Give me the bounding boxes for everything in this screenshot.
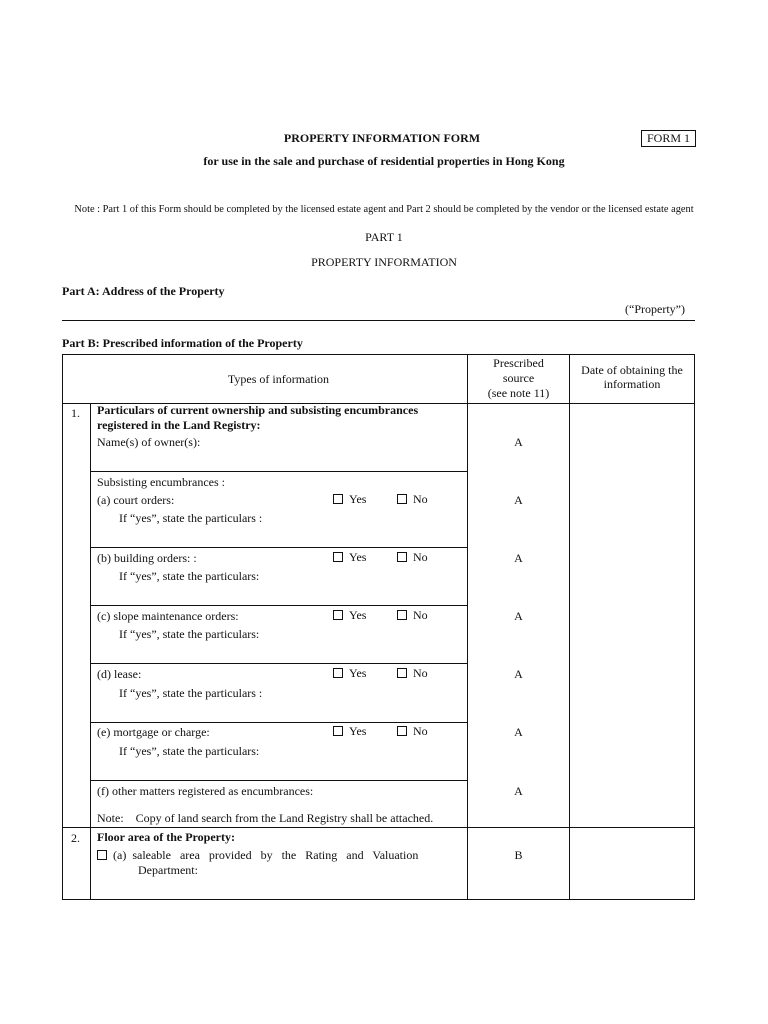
form-title: PROPERTY INFORMATION FORM — [283, 131, 481, 145]
court-orders-no[interactable] — [397, 492, 428, 507]
table-border-left — [62, 354, 63, 900]
slope-orders-source: A — [514, 609, 523, 623]
other-matters-source: A — [514, 784, 523, 798]
row-sep — [90, 547, 467, 548]
owners-source: A — [514, 435, 523, 449]
slope-orders-label: (c) slope maintenance orders: — [97, 609, 239, 623]
no-label: No — [413, 492, 428, 506]
col-header-source — [468, 355, 569, 402]
part-label: PART 1 — [365, 230, 403, 244]
saleable-area-label-cont: Department: — [138, 863, 198, 877]
yes-label: Yes — [349, 608, 367, 622]
court-orders-yes[interactable] — [333, 492, 366, 507]
col-header-source-line: Prescribed — [493, 356, 544, 370]
court-orders-label: (a) court orders: — [97, 493, 175, 507]
no-label: No — [413, 666, 428, 680]
checkbox-icon[interactable] — [333, 726, 343, 736]
item-sep — [62, 827, 695, 828]
slope-orders-sub: If “yes”, state the particulars: — [119, 627, 260, 641]
yes-label: Yes — [349, 550, 367, 564]
checkbox-icon[interactable] — [97, 850, 107, 860]
slope-orders-no[interactable] — [397, 608, 428, 623]
encumbrances-label: Subsisting encumbrances : — [97, 475, 225, 489]
item1-heading-line: Particulars of current ownership and subsisting encumbrances — [97, 403, 419, 417]
col-header-date — [570, 363, 694, 391]
col-header-date-line: Date of obtaining the — [581, 363, 683, 377]
col-header-source-line: source — [502, 371, 535, 385]
table-border-right — [694, 354, 695, 900]
court-orders-source: A — [514, 493, 523, 507]
col-sep-num — [90, 403, 91, 900]
row-sep — [90, 722, 467, 723]
building-orders-source: A — [514, 551, 523, 565]
floor-area-heading: Floor area of the Property: — [97, 830, 235, 844]
col-header-types: Types of information — [227, 372, 330, 386]
item1-heading — [97, 403, 418, 433]
checkbox-icon[interactable] — [397, 610, 407, 620]
mortgage-yes[interactable] — [333, 724, 366, 739]
lease-label: (d) lease: — [97, 667, 142, 681]
form-number-badge: FORM 1 — [641, 130, 696, 147]
item1-heading-line: registered in the Land Registry: — [97, 418, 261, 432]
checkbox-icon[interactable] — [333, 610, 343, 620]
col-header-date-line: information — [603, 377, 661, 391]
lease-sub: If “yes”, state the particulars : — [119, 686, 263, 700]
checkbox-icon[interactable] — [397, 494, 407, 504]
building-orders-label: (b) building orders: : — [97, 551, 197, 565]
mortgage-sub: If “yes”, state the particulars: — [119, 744, 260, 758]
item-number: 1. — [71, 406, 80, 420]
owners-label: Name(s) of owner(s): — [97, 435, 201, 449]
lease-yes[interactable] — [333, 666, 366, 681]
building-orders-sub: If “yes”, state the particulars: — [119, 569, 260, 583]
mortgage-label: (e) mortgage or charge: — [97, 725, 210, 739]
checkbox-icon[interactable] — [397, 552, 407, 562]
table-border-top — [62, 354, 695, 355]
part-title: PROPERTY INFORMATION — [311, 255, 457, 269]
table-border-bottom — [62, 899, 695, 900]
building-orders-no[interactable] — [397, 550, 428, 565]
mortgage-source: A — [514, 725, 523, 739]
address-line — [62, 320, 695, 321]
row-sep — [90, 663, 467, 664]
row-sep — [90, 780, 467, 781]
checkbox-icon[interactable] — [333, 668, 343, 678]
checkbox-icon[interactable] — [397, 668, 407, 678]
checkbox-icon[interactable] — [333, 494, 343, 504]
building-orders-yes[interactable] — [333, 550, 366, 565]
row-sep — [90, 471, 467, 472]
col-sep-source — [569, 354, 570, 900]
form-subtitle: for use in the sale and purchase of residential properties in Hong Kong — [203, 154, 565, 168]
lease-source: A — [514, 667, 523, 681]
other-matters-label: (f) other matters registered as encumbrances: — [97, 784, 314, 798]
no-label: No — [413, 608, 428, 622]
saleable-area-label: (a) saleable area provided by the Rating and Valuation — [113, 848, 419, 862]
no-label: No — [413, 550, 428, 564]
yes-label: Yes — [349, 666, 367, 680]
checkbox-icon[interactable] — [397, 726, 407, 736]
part-a-heading: Part A: Address of the Property — [62, 284, 225, 298]
land-search-note: Note: Copy of land search from the Land Registry shall be attached. — [97, 811, 434, 825]
yes-label: Yes — [349, 724, 367, 738]
lease-no[interactable] — [397, 666, 428, 681]
checkbox-icon[interactable] — [333, 552, 343, 562]
court-orders-sub: If “yes”, state the particulars : — [119, 511, 263, 525]
completion-note: Note : Part 1 of this Form should be completed by the licensed estate agent and Part 2 should be completed by the vendor or the licensed estate agent — [74, 204, 694, 215]
part-b-heading: Part B: Prescribed information of the Property — [62, 336, 303, 350]
item-number: 2. — [71, 831, 80, 845]
yes-label: Yes — [349, 492, 367, 506]
property-label: (“Property”) — [625, 302, 685, 316]
saleable-area-source: B — [514, 848, 523, 862]
slope-orders-yes[interactable] — [333, 608, 366, 623]
col-header-source-line: (see note 11) — [487, 386, 550, 400]
no-label: No — [413, 724, 428, 738]
row-sep — [90, 605, 467, 606]
mortgage-no[interactable] — [397, 724, 428, 739]
